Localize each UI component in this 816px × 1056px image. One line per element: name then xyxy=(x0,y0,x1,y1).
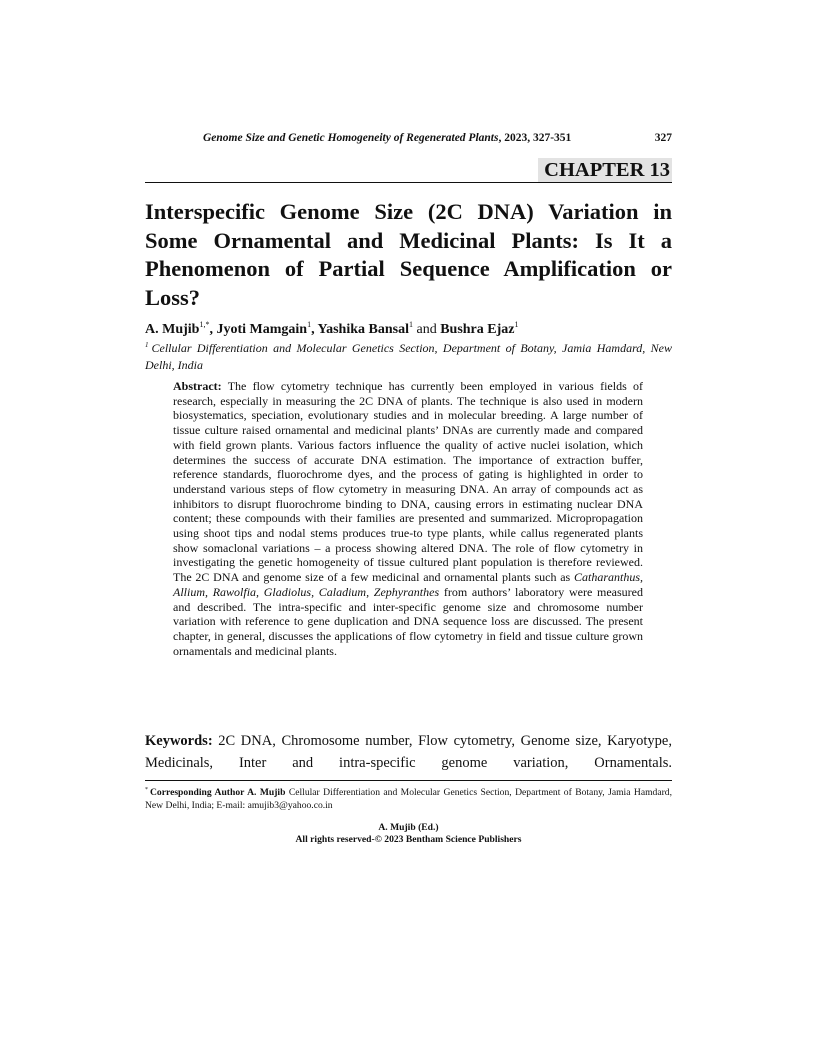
footnote-text: Cellular Differentiation and Molecular Genetics Section, Department of Botany, Jamia Hamdard, New Delhi, India; E-mail: amujib3@yahoo.co.in xyxy=(145,787,672,811)
footnote-label: Corresponding Author A. Mujib xyxy=(150,787,286,798)
abstract-text-continued: from authors’ laboratory were measured and described. The intra-specific and inter-specific genome size and chromosome number variation with reference to gene duplication and DNA sequence loss are discussed. The present chapter, in general, discusses the applications of flow cytometry in field and tissue culture grown ornamentals and medicinal plants. xyxy=(173,584,643,658)
journal-details: , 2023, 327-351 xyxy=(498,132,572,144)
footnote-marker: * xyxy=(145,787,148,793)
chapter-label: CHAPTER 13 xyxy=(538,158,672,182)
author-name: Bushra Ejaz xyxy=(440,322,515,337)
abstract-species-names: Catharanthus, Allium, Rawolfia, Gladiolus, Caladium, Zephyranthes xyxy=(173,570,643,599)
affiliation xyxy=(145,337,672,374)
abstract-text: The flow cytometry technique has currently been employed in various fields of research, especially in measuring the 2C DNA of plants. The technique is also used in modern biosystematics, speciation, evolutionary studies and in molecular breeding. A large number of tissue culture raised ornamental and medicinal plants’ DNAs are currently made and compared with field grown plants. Various factors influence the quality of active nuclei isolation, which determines the success of accurate DNA estimation. The importance of extraction buffer, reference standards, fluorochrome dyes, and the process of gating is highlighted in order to understand various steps of flow cytometry in measuring DNA. An array of compounds act as inhibitors to disrupt fluorochrome binding to DNA, causing errors in estimating nuclear DNA content; these compounds with their families are presented and summarized. Micropropagation using shoot tips and nodal stems produces true-to type plants, while callus regenerated plants show somaclonal variations – a process showing altered DNA. The role of flow cytometry in investigating the genetic homogeneity of tissue cultured plant population is therefore reviewed. The 2C DNA and genome size of a few medicinal and ornamental plants such as xyxy=(173,379,643,585)
affiliation-text: Cellular Differentiation and Molecular Genetics Section, Department of Botany, Jamia Hamdard, New Delhi, India xyxy=(145,341,672,372)
author-separator: , xyxy=(311,322,318,337)
chapter-title: Interspecific Genome Size (2C DNA) Variation in Some Ornamental and Medicinal Plants: Is It a Phenomenon of Partial Sequence Amplification or Loss? xyxy=(145,199,672,310)
author-affiliation-marker: 1 xyxy=(514,320,519,329)
author-separator: , xyxy=(209,322,217,337)
abstract xyxy=(173,379,643,658)
keywords-label: Keywords: xyxy=(145,733,213,749)
editor-line: A. Mujib (Ed.) xyxy=(378,822,439,833)
abstract-label: Abstract: xyxy=(173,379,222,393)
author-affiliation-marker: 1 xyxy=(307,320,312,329)
journal-citation xyxy=(203,132,571,144)
copyright-line: All rights reserved-© 2023 Bentham Science Publishers xyxy=(295,834,522,845)
page-number: 327 xyxy=(654,132,672,144)
footnote xyxy=(145,784,672,812)
author-name: Jyoti Mamgain xyxy=(216,322,308,337)
author-name: A. Mujib xyxy=(145,322,200,337)
author-affiliation-marker: 1,* xyxy=(199,320,210,329)
keywords-text: 2C DNA, Chromosome number, Flow cytometry, Genome size, Karyotype, Medicinals, Inter and intra-specific genome variation, Ornamentals. xyxy=(145,733,672,771)
affiliation-marker: 1 xyxy=(145,341,149,349)
author-affiliation-marker: 1 xyxy=(408,320,413,329)
header-rule xyxy=(145,182,672,183)
author-name: Yashika Bansal xyxy=(317,322,409,337)
running-head xyxy=(145,132,672,148)
author-list xyxy=(145,316,672,339)
author-separator: and xyxy=(412,322,441,337)
journal-title: Genome Size and Genetic Homogeneity of Regenerated Plants xyxy=(203,132,499,144)
footnote-rule xyxy=(145,780,672,781)
keywords xyxy=(145,731,672,774)
